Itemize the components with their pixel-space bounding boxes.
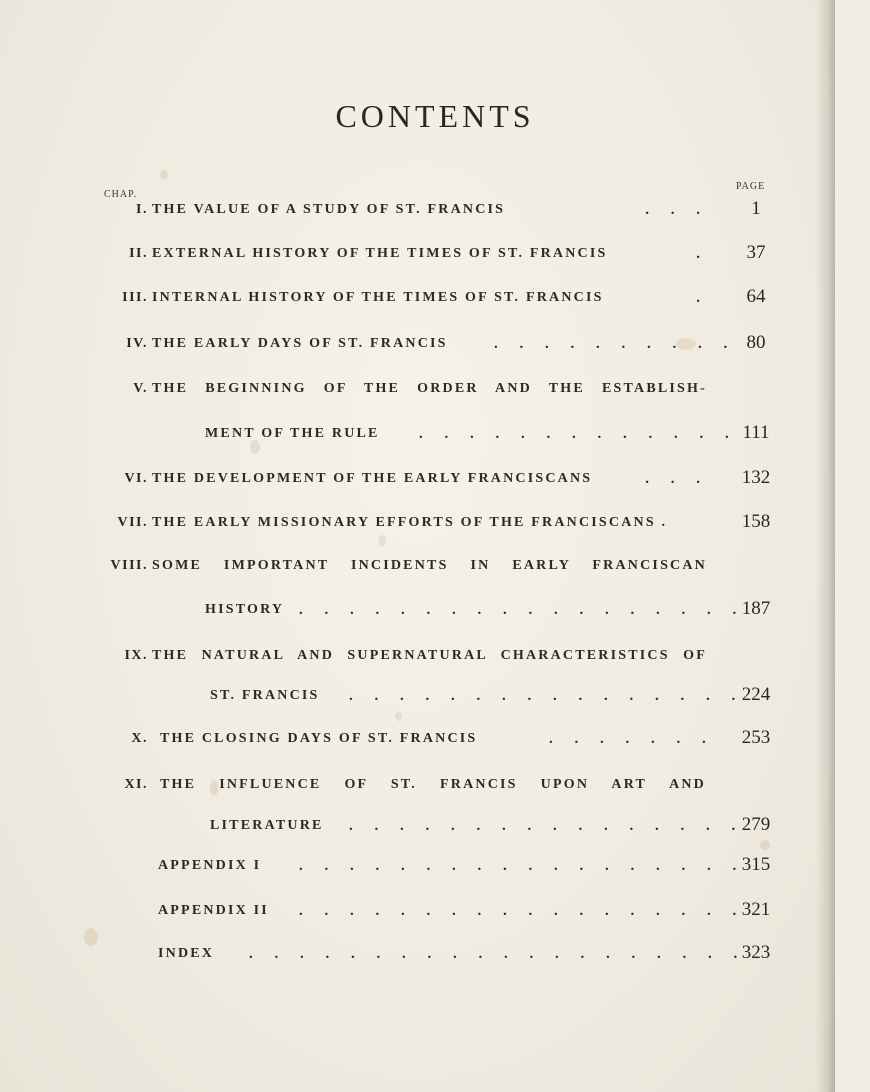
chapter-title: EXTERNAL HISTORY OF THE TIMES OF ST. FRANCIS <box>152 246 608 261</box>
page-number: 132 <box>741 467 771 488</box>
appendix-title: APPENDIX I <box>158 858 262 873</box>
chapter-number: V. <box>133 381 148 396</box>
toc-entry <box>0 198 835 232</box>
page-number: 158 <box>741 511 771 532</box>
page-column-header: PAGE <box>736 181 766 192</box>
page-number: 80 <box>746 332 766 353</box>
chapter-number: XI. <box>124 777 148 792</box>
page-number: 315 <box>741 854 771 875</box>
page-title: CONTENTS <box>335 98 535 134</box>
chapter-title: SOME IMPORTANT INCIDENTS IN EARLY FRANCISCAN <box>152 558 707 573</box>
toc-entry-continuation <box>0 598 835 632</box>
dot-leader: . <box>696 290 709 306</box>
dot-leader: . . . . . . . . . . . . . . . . . . <box>299 903 746 919</box>
page-number: 1 <box>751 198 761 219</box>
dot-leader: . <box>696 246 709 262</box>
chapter-number: IV. <box>126 336 148 351</box>
dot-leader: . . . . . . . . . . . . . <box>419 426 738 442</box>
chapter-number: VI. <box>124 471 148 486</box>
chapter-number: X. <box>131 731 148 746</box>
toc-entry <box>0 899 835 933</box>
chapter-column-header: CHAP. <box>104 189 138 200</box>
toc-entry <box>0 511 835 545</box>
chapter-title: THE EARLY DAYS OF ST. FRANCIS <box>152 336 448 351</box>
chapter-number: II. <box>129 246 148 261</box>
chapter-title-continued: HISTORY <box>205 602 285 617</box>
chapter-title: THE CLOSING DAYS OF ST. FRANCIS <box>160 731 478 746</box>
page-number: 37 <box>746 242 766 263</box>
page-number: 224 <box>741 684 771 705</box>
chapter-number: VIII. <box>110 558 148 573</box>
toc-entry-continuation <box>0 422 835 456</box>
toc-entry <box>0 286 835 320</box>
toc-entry <box>0 381 835 411</box>
chapter-title: THE NATURAL AND SUPERNATURAL CHARACTERISTICS OF <box>152 648 707 663</box>
page-number: 111 <box>742 422 770 443</box>
chapter-title: THE DEVELOPMENT OF THE EARLY FRANCISCANS <box>152 471 593 486</box>
dot-leader: . . . . . . . <box>549 731 715 747</box>
index-title: INDEX <box>158 946 215 961</box>
page-number: 64 <box>746 286 766 307</box>
chapter-title-continued: LITERATURE <box>210 818 324 833</box>
chapter-title: THE EARLY MISSIONARY EFFORTS OF THE FRANCISCANS . <box>152 515 668 530</box>
toc-entry <box>0 242 835 276</box>
toc-entry <box>0 467 835 501</box>
chapter-title: THE INFLUENCE OF ST. FRANCIS UPON ART AND <box>160 777 706 792</box>
dot-leader: . . . . . . . . . . . . . . . . . . <box>299 602 746 618</box>
dot-leader: . . . <box>645 471 709 487</box>
toc-entry <box>0 332 835 366</box>
appendix-title: APPENDIX II <box>158 903 269 918</box>
toc-entry <box>0 942 835 976</box>
page-number: 321 <box>741 899 771 920</box>
toc-entry <box>0 727 835 761</box>
page-number: 323 <box>741 942 771 963</box>
chapter-title: INTERNAL HISTORY OF THE TIMES OF ST. FRANCIS <box>152 290 604 305</box>
chapter-title-continued: MENT OF THE RULE <box>205 426 380 441</box>
chapter-number: I. <box>136 202 148 217</box>
toc-entry <box>0 777 835 807</box>
chapter-title-continued: ST. FRANCIS <box>210 688 320 703</box>
dot-leader: . . . . . . . . . . . . . . . . . . <box>299 858 746 874</box>
toc-entry-continuation <box>0 814 835 848</box>
chapter-title: THE VALUE OF A STUDY OF ST. FRANCIS <box>152 202 506 217</box>
dot-leader: . . . . . . . . . . . . . . . . <box>349 818 745 834</box>
toc-entry-continuation <box>0 684 835 718</box>
dot-leader: . . . . . . . . . . . . . . . . . . . . <box>249 946 747 962</box>
dot-leader: . . . <box>645 202 709 218</box>
chapter-number: IX. <box>124 648 148 663</box>
page-number: 253 <box>741 727 771 748</box>
dot-leader: . . . . . . . . . . . . . . . . <box>349 688 745 704</box>
page-number: 279 <box>741 814 771 835</box>
toc-entry <box>0 648 835 678</box>
chapter-number: VII. <box>117 515 148 530</box>
chapter-number: III. <box>122 290 148 305</box>
dot-leader: . . . . . . . . . . <box>494 336 737 352</box>
page-number: 187 <box>741 598 771 619</box>
toc-entry <box>0 558 835 588</box>
chapter-title: THE BEGINNING OF THE ORDER AND THE ESTABLISH- <box>152 381 707 396</box>
toc-entry <box>0 854 835 888</box>
